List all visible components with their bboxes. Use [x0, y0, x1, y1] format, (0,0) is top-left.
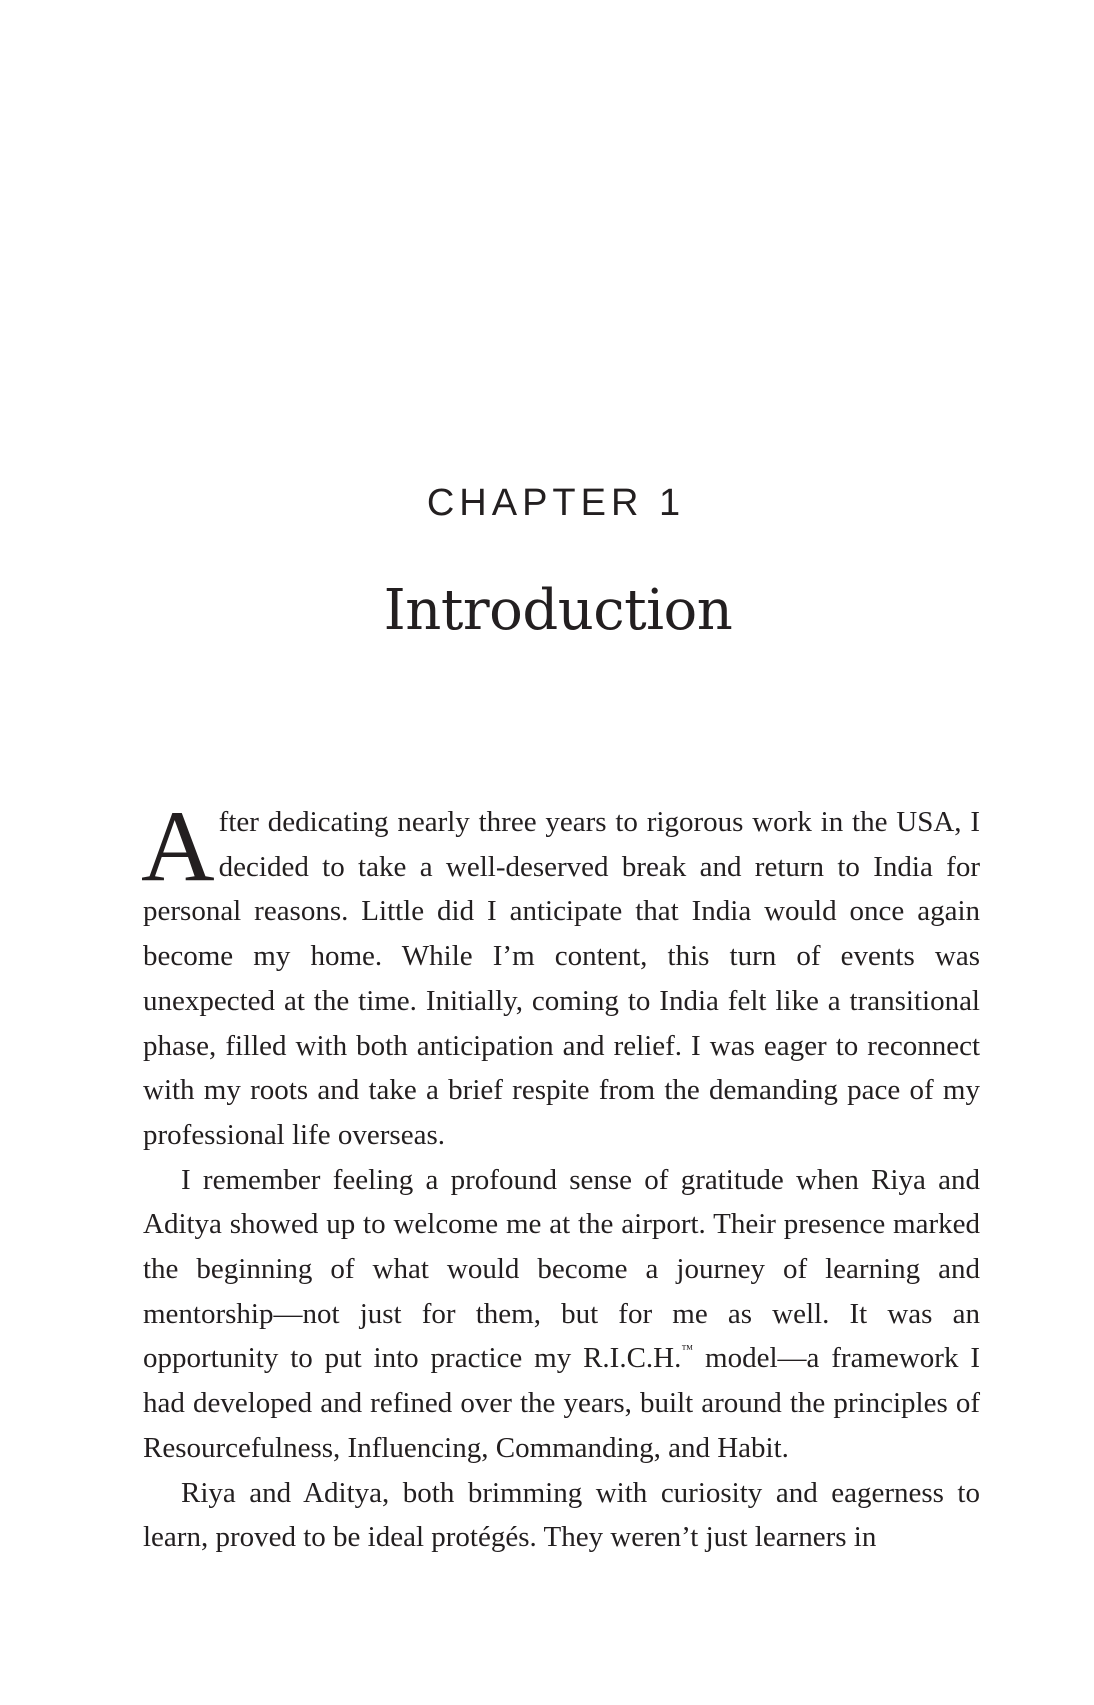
- trademark-symbol: ™: [681, 1342, 694, 1357]
- paragraph-1: [141, 790, 980, 1158]
- chapter-body: [141, 790, 980, 1560]
- chapter-title: Introduction: [383, 578, 733, 643]
- paragraph-2-text-a: I remember feeling a profound sense of gratitude when Riya and Aditya showed up to welcome me at the airport. Their presence marked the beginning of what would become a journey of learning and mentorship—not just for them, but for me as well. It was an opportunity to put into practice my R.I.C.H.: [143, 1163, 980, 1375]
- paragraph-3-text: Riya and Aditya, both brimming with curiosity and eagerness to learn, proved to be ideal protégés. They weren’t just learners in: [143, 1476, 980, 1554]
- drop-cap: A: [141, 790, 215, 903]
- paragraph-2: [143, 1158, 980, 1471]
- paragraph-3: [143, 1471, 980, 1560]
- chapter-number: CHAPTER 1: [426, 482, 686, 524]
- paragraph-1-text: fter dedicating nearly three years to rigorous work in the USA, I decided to take a well-deserved break and return to India for personal reasons. Little did I anticipate that India would once again become my home. While I’m content, this turn of events was unexpected at the time. Initially, coming to India felt like a transitional phase, filled with both anticipation and relief. I was eager to reconnect with my roots and take a brief respite from the demanding pace of my professional life overseas.: [143, 806, 980, 1151]
- paragraph-2-text-b: model—a framework I had developed and refined over the years, built around the principles of Resourcefulness, Influencing, Commanding, and Habit.: [143, 1342, 980, 1464]
